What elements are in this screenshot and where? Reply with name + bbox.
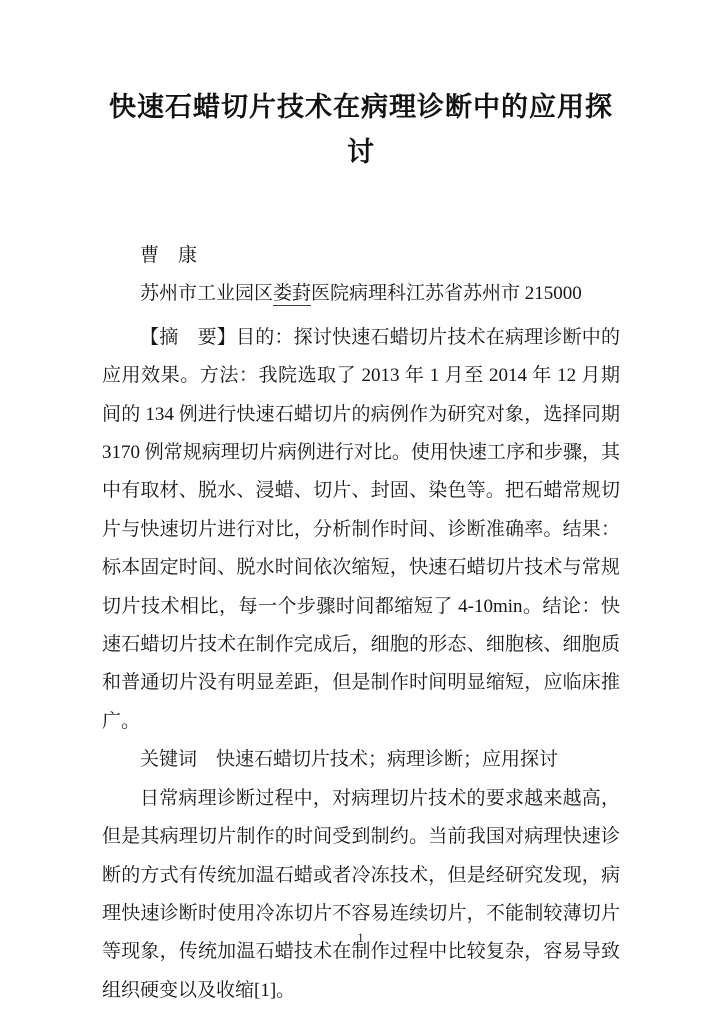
intro-paragraph: 日常病理诊断过程中，对病理切片技术的要求越来越高，但是其病理切片制作的时间受到制约。当前我国对病理快速诊断的方式有传统加温石蜡或者冷冻技术，但是经研究发现，病理快速诊断时使用冷冻切片不容易连续切片，不能制较薄切片等现象，传统加温石蜡技术在制作过程中比较复杂，容易导致组织硬变以及收缩[1]。 (102, 787, 620, 1001)
affiliation-prefix: 苏州市工业园区 (140, 283, 274, 305)
page-number: 1 (357, 930, 364, 945)
affiliation-line (102, 275, 620, 313)
keywords-line: 关键词 快速石蜡切片技术；病理诊断；应用探讨 (140, 749, 559, 771)
affiliation-underlined-term: 娄葑 (273, 283, 312, 305)
affiliation-suffix: 医院病理科江苏省苏州市 215000 (311, 283, 582, 305)
document-title: 快速石蜡切片技术在病理诊断中的应用探讨 (109, 92, 613, 167)
author-line: 曹 康 (140, 245, 198, 266)
document-content (102, 0, 620, 1010)
abstract-paragraph: 【摘 要】目的：探讨快速石蜡切片技术在病理诊断中的应用效果。方法：我院选取了 2013 年 1 月至 2014 年 12 月期间的 134 例进行快速石蜡切片的病例作为研究对象，选择同期 3170 例常规病理切片病例进行对比。使用快速工序和步骤，其中有取材、脱水、浸蜡、切片、封固、染色等。把石蜡常规切片与快速切片进行对比，分析制作时间、诊断准确率。结果：标本固定时间、脱水时间依次缩短，快速石蜡切片技术与常规切片技术相比，每一个步骤时间都缩短了 4-10min。结论：快速石蜡切片技术在制作完成后，细胞的形态、细胞核、细胞质和普通切片没有明显差距，但是制作时间明显缩短，应临床推广。 (102, 326, 620, 732)
